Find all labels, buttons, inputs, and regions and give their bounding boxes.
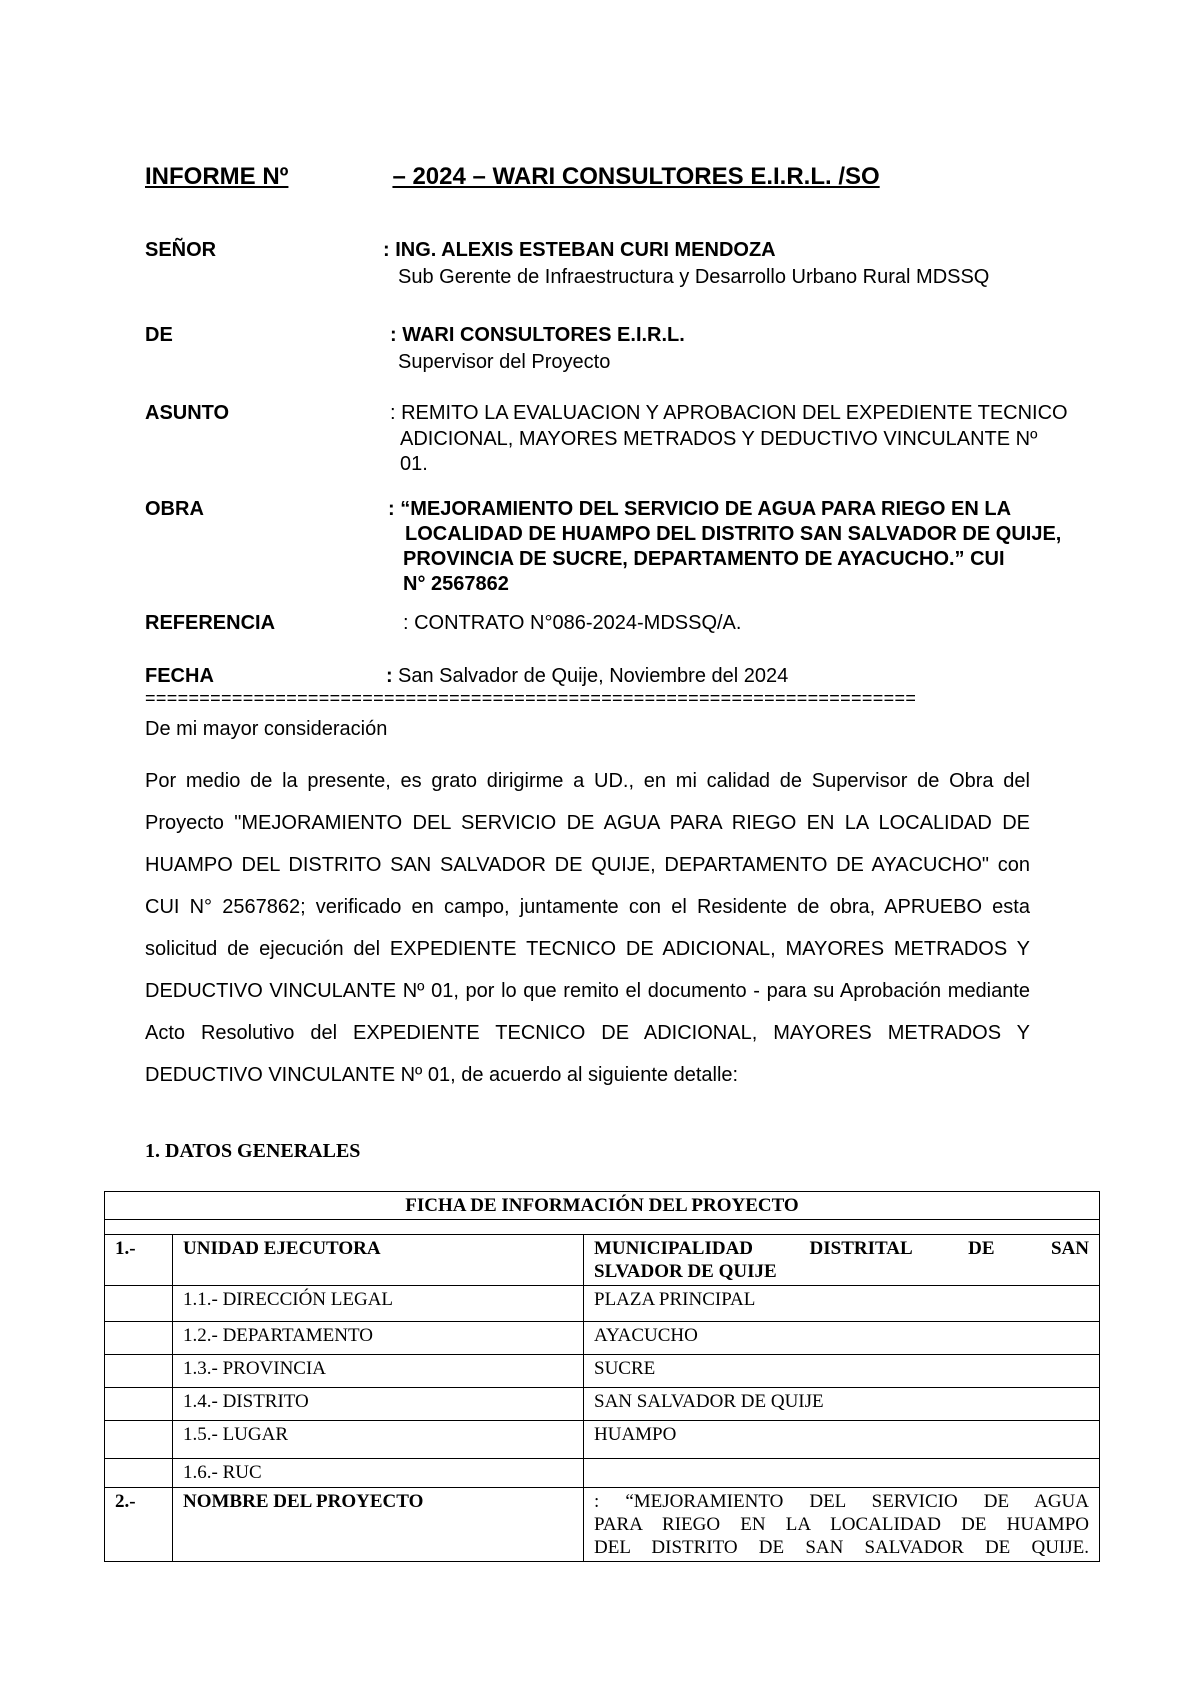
obra-line-1: : “MEJORAMIENTO DEL SERVICIO DE AGUA PARA RIEGO EN LA xyxy=(388,498,1012,520)
body-line: Por medio de la presente, es grato dirigirme a UD., en mi calidad de Supervisor de Obra del xyxy=(145,770,1030,792)
body-line: DEDUCTIVO VINCULANTE Nº 01, de acuerdo al siguiente detalle: xyxy=(145,1064,739,1086)
senor-label: SEÑOR xyxy=(145,239,217,261)
table-row xyxy=(105,1488,1100,1562)
report-title-right: – 2024 – WARI CONSULTORES E.I.R.L. /SO xyxy=(392,163,880,190)
row-label: UNIDAD EJECUTORA xyxy=(173,1235,584,1286)
table-row xyxy=(105,1388,1100,1421)
row-label: 1.1.- DIRECCIÓN LEGAL xyxy=(173,1286,584,1322)
fecha-value: San Salvador de Quije, Noviembre del 2024 xyxy=(398,665,789,687)
senor-subtitle: Sub Gerente de Infraestructura y Desarrollo Urbano Rural MDSSQ xyxy=(398,266,990,288)
table-row xyxy=(105,1421,1100,1459)
body-line: Proyecto "MEJORAMIENTO DEL SERVICIO DE AGUA PARA RIEGO EN LA LOCALIDAD DE xyxy=(145,812,1030,834)
table-row xyxy=(105,1235,1100,1286)
obra-line-4: N° 2567862 xyxy=(403,573,509,595)
row-label: 1.3.- PROVINCIA xyxy=(173,1355,584,1388)
row-label: NOMBRE DEL PROYECTO xyxy=(173,1488,584,1562)
row-value xyxy=(584,1488,1100,1562)
report-title-left: INFORME Nº xyxy=(145,163,289,190)
obra-label: OBRA xyxy=(145,498,204,520)
de-subtitle: Supervisor del Proyecto xyxy=(398,351,611,373)
row-value: HUAMPO xyxy=(584,1421,1100,1459)
row-value: SUCRE xyxy=(584,1355,1100,1388)
separator-line: ======================================================================= xyxy=(145,688,917,708)
body-line: DEDUCTIVO VINCULANTE Nº 01, por lo que remito el documento - para su Aprobación mediante xyxy=(145,980,1030,1002)
section-title: 1. DATOS GENERALES xyxy=(145,1140,361,1162)
body-paragraph xyxy=(145,760,1030,1096)
row-number: 1.- xyxy=(105,1235,173,1286)
row-value-line: MUNICIPALIDAD DISTRITAL DE SAN xyxy=(594,1238,1089,1259)
row-label: 1.4.- DISTRITO xyxy=(173,1388,584,1421)
row-value-line: DEL DISTRITO DE SAN SALVADOR DE QUIJE. xyxy=(594,1537,1089,1558)
row-value-line: PARA RIEGO EN LA LOCALIDAD DE HUAMPO xyxy=(594,1514,1089,1535)
row-label: 1.5.- LUGAR xyxy=(173,1421,584,1459)
table-row xyxy=(105,1286,1100,1322)
row-value: AYACUCHO xyxy=(584,1322,1100,1355)
row-value xyxy=(584,1235,1100,1286)
referencia-value: : CONTRATO N°086-2024-MDSSQ/A. xyxy=(403,612,742,634)
obra-line-3: PROVINCIA DE SUCRE, DEPARTAMENTO DE AYACUCHO.” CUI xyxy=(403,548,1005,570)
row-value-line: SLVADOR DE QUIJE xyxy=(594,1261,777,1282)
report-title xyxy=(145,163,880,191)
body-line: solicitud de ejecución del EXPEDIENTE TECNICO DE ADICIONAL, MAYORES METRADOS Y xyxy=(145,938,1030,960)
table-title: FICHA DE INFORMACIÓN DEL PROYECTO xyxy=(105,1192,1100,1220)
table-header-row xyxy=(105,1192,1100,1220)
body-line: Acto Resolutivo del EXPEDIENTE TECNICO DE ADICIONAL, MAYORES METRADOS Y xyxy=(145,1022,1030,1044)
asunto-label: ASUNTO xyxy=(145,402,230,424)
row-value xyxy=(584,1459,1100,1488)
table-spacer-row xyxy=(105,1220,1100,1235)
de-label: DE xyxy=(145,324,173,346)
table-row xyxy=(105,1459,1100,1488)
row-number: 2.- xyxy=(105,1488,173,1562)
greeting: De mi mayor consideración xyxy=(145,718,388,740)
asunto-line-2: ADICIONAL, MAYORES METRADOS Y DEDUCTIVO VINCULANTE Nº xyxy=(400,428,1038,450)
row-label: 1.6.- RUC xyxy=(173,1459,584,1488)
senor-value: : ING. ALEXIS ESTEBAN CURI MENDOZA xyxy=(383,239,776,261)
de-value: : WARI CONSULTORES E.I.R.L. xyxy=(390,324,685,346)
asunto-line-1: : REMITO LA EVALUACION Y APROBACION DEL EXPEDIENTE TECNICO xyxy=(390,402,1068,424)
row-value: SAN SALVADOR DE QUIJE xyxy=(584,1388,1100,1421)
row-label: 1.2.- DEPARTAMENTO xyxy=(173,1322,584,1355)
table-row xyxy=(105,1355,1100,1388)
obra-line-2: LOCALIDAD DE HUAMPO DEL DISTRITO SAN SALVADOR DE QUIJE, xyxy=(405,523,1062,545)
body-line: CUI N° 2567862; verificado en campo, juntamente con el Residente de obra, APRUEBO esta xyxy=(145,896,1030,918)
asunto-line-3: 01. xyxy=(400,453,428,475)
project-info-table xyxy=(104,1191,1100,1562)
referencia-label: REFERENCIA xyxy=(145,612,276,634)
row-value-line: : “MEJORAMIENTO DEL SERVICIO DE AGUA xyxy=(594,1491,1089,1512)
body-line: HUAMPO DEL DISTRITO SAN SALVADOR DE QUIJE, DEPARTAMENTO DE AYACUCHO" con xyxy=(145,854,1030,876)
row-value: PLAZA PRINCIPAL xyxy=(584,1286,1100,1322)
fecha-label: FECHA xyxy=(145,665,214,687)
table-row xyxy=(105,1322,1100,1355)
fecha-colon: : xyxy=(386,665,393,687)
